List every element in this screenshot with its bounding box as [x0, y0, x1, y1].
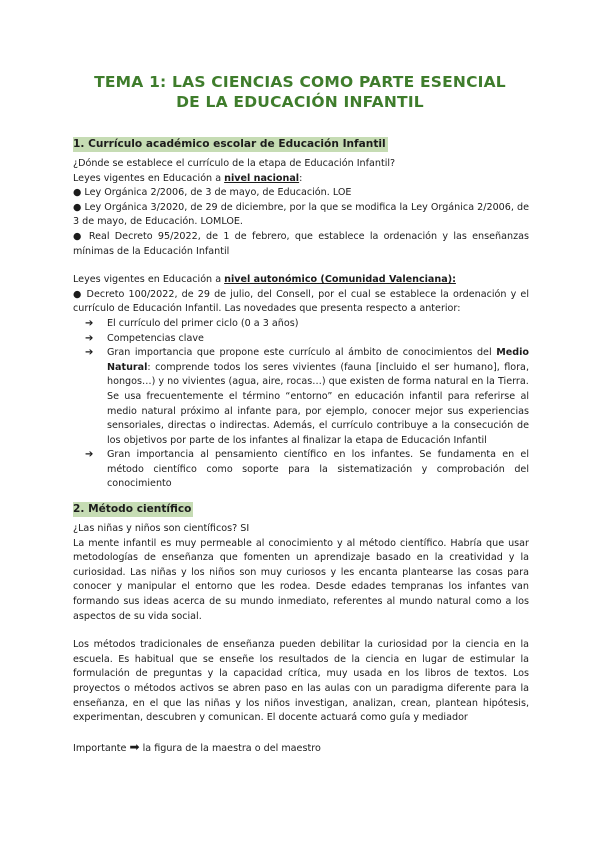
document-body	[73, 137, 529, 756]
title-line-2: DE LA EDUCACIÓN INFANTIL	[176, 93, 424, 111]
arrow-icon: ➔	[85, 317, 94, 329]
medio-natural-term: Medio Natural	[107, 347, 529, 373]
list-item: ➔ Gran importancia que propone este currículo al ámbito de conocimientos del Medio Natural: comprende todos los seres vivientes (fauna [incluido el ser humano], flora, hongos…) y no vivientes (agua, aire, rocas…) que existen de forma natural en la Tierra.	[85, 347, 529, 388]
curriculum-question: ¿Dónde se establece el currículo de la etapa de Educación Infantil?	[73, 158, 396, 169]
right-arrow-icon: ➡	[129, 739, 140, 754]
important-note: Importante ➡ la figura de la maestra o del maestro	[73, 739, 321, 754]
decree-item: ● Decreto 100/2022, de 29 de julio, del Consell, por el cual se establece la ordenación y el currículo de Educación Infantil. Las novedades que presenta respecto a anterior:	[73, 288, 529, 315]
title-line-1: TEMA 1: LAS CIENCIAS COMO PARTE ESENCIAL	[94, 73, 506, 91]
novelties-list-continued	[73, 448, 529, 492]
arrow-icon: ➔	[85, 347, 94, 359]
regional-level-term: nivel autonómico (Comunidad Valenciana):	[224, 274, 456, 286]
page-title	[60, 72, 540, 112]
scientists-question: ¿Las niñas y niños son científicos? SI	[73, 523, 250, 535]
list-item: ➔ Gran importancia al pensamiento científico en los infantes. Se fundamenta en el método científico como soporte para la sistematización y comprobación del conocimiento	[85, 449, 529, 490]
law-item: ● Ley Orgánica 3/2020, de 29 de diciembre, por la que se modifica la Ley Orgánica 2/2006, de 3 de mayo, de Educación. LOMLOE.	[73, 201, 529, 228]
novelties-list	[73, 317, 529, 390]
paragraph: Los métodos tradicionales de enseñanza pueden debilitar la curiosidad por la ciencia en la escuela. Es habitual que se enseñe los resultados de la ciencia en lugar de estimular la formulación de preguntas y la capacidad crítica, muy usada en los libros de textos. Los proyectos o métodos activos se abren paso en las aulas con un paradigma diferente para la enseñanza, en el que las niñas y los niños investigan, analizan, crean, plantean hipótesis, experimentan, descubren y comunican. El docente actuará como guía y mediador	[73, 639, 529, 724]
arrow-icon: ➔	[85, 332, 94, 344]
national-level-term: nivel nacional	[224, 172, 300, 184]
paragraph: La mente infantil es muy permeable al conocimiento y al método científico. Habría que usar metodologías de enseñanza que fomenten un aprendizaje basado en la creatividad y la curiosidad. Las niñas y los niños son muy curiosos y les encanta plantearse las cosas para conocer y manipular el entorno que les rodea. Desde edades tempranas los infantes van formando sus ideas acerca de su mundo inmediato, referentes al mundo natural como a los aspectos de su vida social.	[73, 537, 529, 622]
entorno-note: Se usa frecuentemente el término “entorno” en educación infantil para referirse al medio natural próximo al infante para, por ejemplo, conocer mejor sus experiencias sensoriales, directas o indirectas. Además, el currículo contribuye a la consecución de los objetivos por parte de los infantes al finalizar la etapa de Educación Infantil	[107, 390, 529, 446]
law-item: ● Real Decreto 95/2022, de 1 de febrero, que establece la ordenación y las enseñanzas mínimas de la Educación Infantil	[73, 230, 529, 257]
regional-laws-intro: Leyes vigentes en Educación a nivel autonómico (Comunidad Valenciana):	[73, 274, 456, 286]
arrow-icon: ➔	[85, 449, 94, 461]
list-item: ➔ Competencias clave	[73, 332, 529, 347]
section-1-heading: 1. Currículo académico escolar de Educación Infantil	[73, 138, 386, 150]
list-item: ➔ El currículo del primer ciclo (0 a 3 años)	[73, 317, 529, 332]
national-laws-intro: Leyes vigentes en Educación a nivel nacional:	[73, 172, 303, 184]
section-2-heading: 2. Método científico	[73, 503, 192, 516]
law-item: ● Ley Orgánica 2/2006, de 3 de mayo, de Educación. LOE	[73, 187, 352, 199]
